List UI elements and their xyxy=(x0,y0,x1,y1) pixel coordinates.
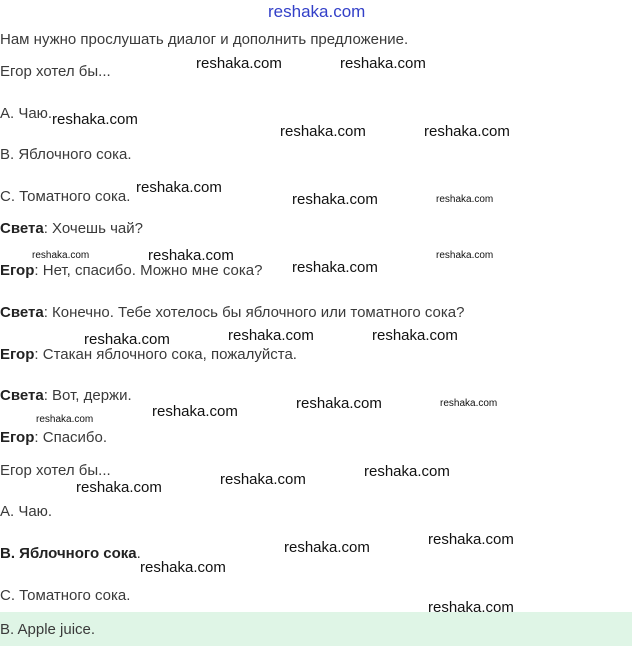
watermark: reshaka.com xyxy=(340,55,426,72)
dialog-text: Стакан яблочного сока, пожалуйста. xyxy=(42,346,297,363)
answer-option-c: C. Томатного сока. xyxy=(0,587,131,604)
watermark: reshaka.com xyxy=(220,471,306,488)
option-b: B. Яблочного сока. xyxy=(0,146,132,163)
translation-text: B. Apple juice. xyxy=(0,621,96,638)
watermark: reshaka.com xyxy=(228,327,314,344)
speaker-name: Света xyxy=(0,304,44,321)
watermark: reshaka.com xyxy=(36,414,94,425)
answer-option-b xyxy=(0,544,141,564)
watermark: reshaka.com xyxy=(364,463,450,480)
answer-option-a: A. Чаю. xyxy=(0,503,53,520)
watermark: reshaka.com xyxy=(428,531,514,548)
speaker-sep: : xyxy=(43,304,53,321)
watermark: reshaka.com xyxy=(32,250,90,261)
dialog-text: Нет, спасибо. Можно мне сока? xyxy=(42,262,263,279)
dialog-line xyxy=(0,428,107,448)
answer-intro: Егор хотел бы... xyxy=(0,462,111,479)
dialog-line xyxy=(0,303,464,323)
speaker-name: Света xyxy=(0,387,44,404)
dialog-text: Вот, держи. xyxy=(52,387,132,404)
watermark: reshaka.com xyxy=(52,111,138,128)
translation-highlight xyxy=(0,612,632,646)
watermark: reshaka.com xyxy=(428,599,514,616)
dialog-line xyxy=(0,345,297,365)
speaker-name: Егор xyxy=(0,262,35,279)
watermark: reshaka.com xyxy=(76,479,162,496)
question-intro: Егор хотел бы... xyxy=(0,63,111,80)
dialog-line xyxy=(0,261,262,281)
dialog-line xyxy=(0,386,132,406)
watermark: reshaka.com xyxy=(436,194,494,205)
dialog-text: Спасибо. xyxy=(42,429,108,446)
answer-option-b-end: . xyxy=(136,545,141,562)
watermark: reshaka.com xyxy=(152,403,238,420)
watermark: reshaka.com xyxy=(280,123,366,140)
speaker-name: Егор xyxy=(0,346,35,363)
watermark: reshaka.com xyxy=(84,331,170,348)
speaker-sep: : xyxy=(43,387,53,404)
watermark: reshaka.com xyxy=(436,250,494,261)
option-c: C. Томатного сока. xyxy=(0,188,131,205)
watermark: reshaka.com xyxy=(292,259,378,276)
speaker-sep: : xyxy=(34,429,43,446)
option-a: A. Чаю. xyxy=(0,105,53,122)
speaker-sep: : xyxy=(43,220,53,237)
watermark: reshaka.com xyxy=(148,247,234,264)
watermark: reshaka.com xyxy=(284,539,370,556)
correct-answer: B. Яблочного сока xyxy=(0,545,137,562)
watermark: reshaka.com xyxy=(136,179,222,196)
speaker-name: Света xyxy=(0,220,44,237)
watermark: reshaka.com xyxy=(296,395,382,412)
header-watermark: reshaka.com xyxy=(268,2,366,21)
dialog-text: Хочешь чай? xyxy=(52,220,143,237)
speaker-name: Егор xyxy=(0,429,35,446)
watermark: reshaka.com xyxy=(196,55,282,72)
task-text: Нам нужно прослушать диалог и дополнить предложение. xyxy=(0,31,409,48)
speaker-sep: : xyxy=(34,262,43,279)
dialog-line xyxy=(0,219,143,239)
watermark: reshaka.com xyxy=(424,123,510,140)
speaker-sep: : xyxy=(34,346,43,363)
dialog-text: Конечно. Тебе хотелось бы яблочного или томатного сока? xyxy=(52,304,465,321)
watermark: reshaka.com xyxy=(372,327,458,344)
watermark: reshaka.com xyxy=(140,559,226,576)
watermark: reshaka.com xyxy=(440,398,498,409)
watermark: reshaka.com xyxy=(292,191,378,208)
